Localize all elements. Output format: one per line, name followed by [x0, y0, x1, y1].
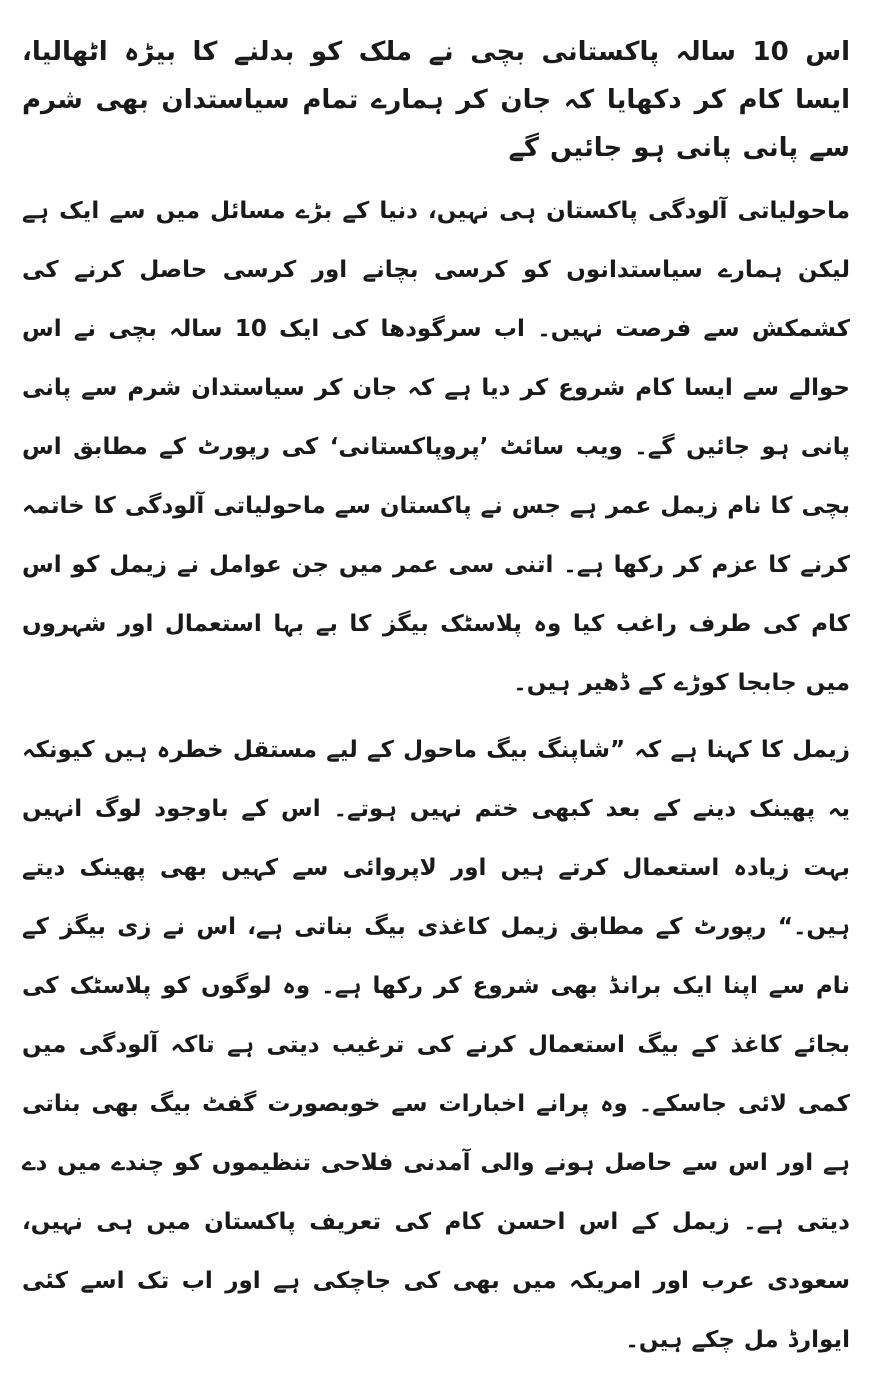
article-paragraph-2: زیمل کا کہنا ہے کہ ”شاپنگ بیگ ماحول کے لیے مستقل خطرہ ہیں کیونکہ یہ پھینک دینے کے بعد کبھی ختم نہیں ہوتے۔ اس کے باوجود لوگ انہیں بہت زیادہ استعمال کرتے ہیں اور لاپروائی سے کہیں بھی پھینک دیتے ہیں۔“ رپورٹ کے مطابق زیمل کاغذی بیگ بناتی ہے، اس نے زی بیگز کے نام سے اپنا ایک برانڈ بھی شروع کر رکھا ہے۔ وہ لوگوں کو پلاسٹک کی بجائے کاغذ کے بیگ استعمال کرنے کی ترغیب دیتی ہے تاکہ آلودگی میں کمی لائی جاسکے۔ وہ پرانے اخبارات سے خوبصورت گفٹ بیگ بھی بناتی ہے اور اس سے حاصل ہونے والی آمدنی فلاحی تنظیموں کو چندے میں دے دیتی ہے۔ زیمل کے اس احسن کام کی تعریف پاکستان میں ہی نہیں، سعودی عرب اور امریکہ میں بھی کی جاچکی ہے اور اب تک اسے کئی ایوارڈ مل چکے ہیں۔ — [22, 737, 850, 1353]
article — [22, 28, 850, 1378]
article-title: اس 10 سالہ پاکستانی بچی نے ملک کو بدلنے کا بیڑہ اٹھالیا، ایسا کام کر دکھایا کہ جان کر ہمارے تمام سیاستدان بھی شرم سے پانی پانی ہو جائیں گے — [22, 37, 850, 163]
article-paragraph-1: ماحولیاتی آلودگی پاکستان ہی نہیں، دنیا کے بڑے مسائل میں سے ایک ہے لیکن ہمارے سیاستدانوں کو کرسی بچانے اور کرسی حاصل کرنے کی کشمکش سے فرصت نہیں۔ اب سرگودھا کی ایک 10 سالہ بچی نے اس حوالے سے ایسا کام شروع کر دیا ہے کہ جان کر سیاستدان شرم سے پانی پانی ہو جائیں گے۔ ویب سائٹ ’پروپاکستانی‘ کی رپورٹ کے مطابق اس بچی کا نام زیمل عمر ہے جس نے پاکستان سے ماحولیاتی آلودگی کا خاتمہ کرنے کا عزم کر رکھا ہے۔ اتنی سی عمر میں جن عوامل نے زیمل کو اس کام کی طرف راغب کیا وہ پلاسٹک بیگز کا بے بہا استعمال اور شہروں میں جابجا کوڑے کے ڈھیر ہیں۔ — [22, 198, 850, 696]
